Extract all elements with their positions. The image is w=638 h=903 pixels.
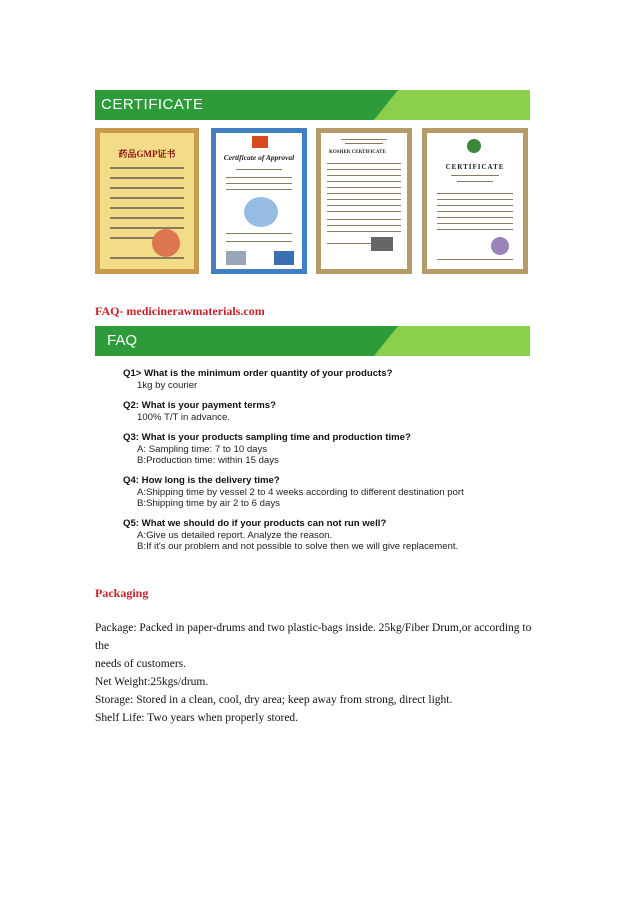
logo-icon <box>252 136 268 148</box>
certificate-banner-label: CERTIFICATE <box>101 96 204 113</box>
certificate-title: 药品GMP证书 <box>118 149 176 159</box>
faq-answer: A:Shipping time by vessel 2 to 4 weeks according to different destination port <box>137 487 464 498</box>
faq-answer: B:If it's our problem and not possible to solve then we will give replacement. <box>137 541 459 552</box>
certificate-banner <box>95 90 530 120</box>
faq-question: Q1> What is the minimum order quantity of your products? <box>123 368 393 379</box>
faq-heading: FAQ- medicinerawmaterials.com <box>95 304 265 318</box>
faq-question: Q2: What is your payment terms? <box>123 400 276 411</box>
stamp-icon <box>371 237 393 251</box>
storage-line: Storage: Stored in a clean, cool, dry area; keep away from strong, direct light. <box>95 694 453 706</box>
certificate-title: Certificate of Approval <box>223 153 295 162</box>
faq-item <box>123 400 276 423</box>
faq-answer: A:Give us detailed report. Analyze the reason. <box>137 530 333 541</box>
faq-question: Q4: How long is the delivery time? <box>123 475 280 486</box>
packaging-line: Package: Packed in paper-drums and two plastic-bags inside. 25kg/Fiber Drum,or according to the <box>95 622 532 652</box>
faq-answer: B:Shipping time by air 2 to 6 days <box>137 498 280 509</box>
banner-accent <box>398 326 530 356</box>
certificate-image-registration <box>422 128 528 274</box>
net-weight-line: Net Weight:25kgs/drum. <box>95 676 209 688</box>
certificate-image-kosher <box>316 128 412 274</box>
packaging-heading: Packaging <box>95 586 149 600</box>
faq-item <box>123 475 464 509</box>
faq-answer: 1kg by courier <box>137 380 198 391</box>
badge-icon <box>226 251 246 265</box>
banner-accent <box>374 326 398 356</box>
faq-banner-label: FAQ <box>107 332 138 349</box>
faq-item <box>123 518 458 552</box>
faq-item <box>123 432 411 466</box>
certificate-title: KOSHER CERTIFICATE <box>329 150 386 155</box>
faq-question: Q3: What is your products sampling time and production time? <box>123 432 411 443</box>
packaging-line: needs of customers. <box>95 658 187 670</box>
banner-accent <box>398 90 530 120</box>
emblem-icon <box>467 139 481 153</box>
shelf-life-line: Shelf Life: Two years when properly stored. <box>95 712 299 724</box>
faq-answer: A: Sampling time: 7 to 10 days <box>137 444 268 455</box>
faq-question: Q5: What we should do if your products can not run well? <box>123 518 387 529</box>
red-seal-icon <box>152 229 180 257</box>
faq-answer: B:Production time: within 15 days <box>137 455 279 466</box>
globe-icon <box>244 197 278 227</box>
faq-answer: 100% T/T in advance. <box>137 412 230 423</box>
certificate-title: CERTIFICATE <box>445 163 505 171</box>
seal-icon <box>491 237 509 255</box>
certificate-image-gmp <box>95 128 199 274</box>
faq-item <box>123 368 392 391</box>
packaging-text <box>95 619 540 727</box>
faq-banner <box>95 326 530 356</box>
badge-icon <box>274 251 294 265</box>
certificate-image-approval <box>211 128 307 274</box>
banner-accent <box>374 90 398 120</box>
